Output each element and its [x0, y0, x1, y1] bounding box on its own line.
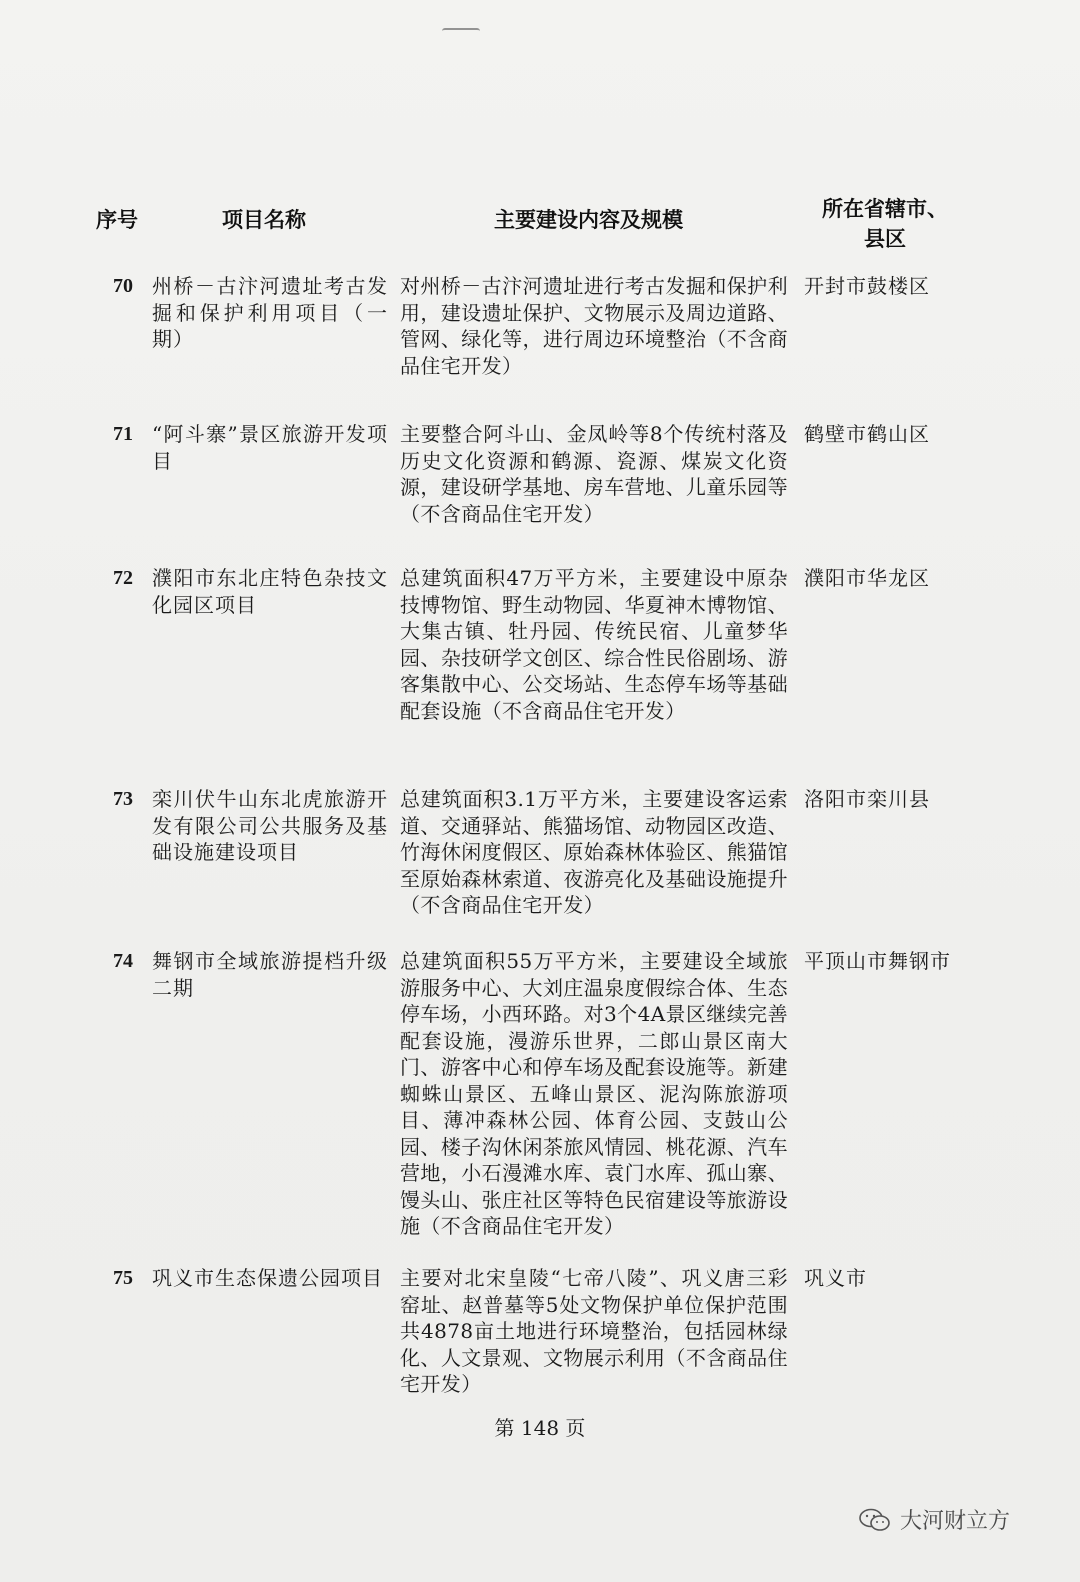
project-location: 平顶山市舞钢市	[804, 949, 951, 973]
project-location: 巩义市	[804, 1266, 867, 1290]
page-number: 第 148 页	[494, 1416, 586, 1440]
header-no: 序号	[96, 207, 138, 232]
header-name: 项目名称	[222, 207, 306, 232]
project-name: 州桥－古汴河遗址考古发掘和保护利用项目（一期）	[152, 274, 388, 351]
project-name: 栾川伏牛山东北虎旅游开发有限公司公共服务及基础设施建设项目	[152, 787, 388, 864]
header-location: 所在省辖市、 县区	[822, 196, 948, 251]
row-number: 70	[113, 275, 133, 297]
project-content: 总建筑面积3.1万平方米，主要建设客运索道、交通驿站、熊猫场馆、动物园区改造、竹海休闲度假区、原始森林体验区、熊猫馆至原始森林索道、夜游亮化及基础设施提升（不含商品住宅开发）	[400, 787, 788, 917]
wechat-icon	[858, 1507, 892, 1533]
project-name: 舞钢市全域旅游提档升级二期	[152, 949, 388, 1000]
header-content: 主要建设内容及规模	[494, 207, 683, 232]
row-number: 73	[113, 788, 133, 810]
project-location: 鹤壁市鹤山区	[804, 422, 930, 446]
project-name: 濮阳市东北庄特色杂技文化园区项目	[152, 566, 388, 617]
row-number: 74	[113, 950, 133, 972]
row-number: 71	[113, 423, 133, 445]
project-name: “阿斗寨”景区旅游开发项目	[152, 422, 388, 473]
project-location: 开封市鼓楼区	[804, 274, 930, 298]
row-number: 72	[113, 567, 133, 589]
project-name: 巩义市生态保遗公园项目	[152, 1266, 383, 1290]
watermark-text: 大河财立方	[900, 1509, 1011, 1534]
project-content: 总建筑面积55万平方米，主要建设全域旅游服务中心、大刘庄温泉度假综合体、生态停车场，小西环路。对3个4A景区继续完善配套设施，漫游乐世界，二郎山景区南大门、游客中心和停车场及配套设施等。新建蜘蛛山景区、五峰山景区、泥沟陈旅游项目、薄冲森林公园、体育公园、支鼓山公园、楼子沟休闲茶旅风情园、桃花源、汽车营地，小石漫滩水库、袁门水库、孤山寨、馒头山、张庄社区等特色民宿建设等旅游设施（不含商品住宅开发）	[400, 949, 788, 1238]
project-content: 总建筑面积47万平方米，主要建设中原杂技博物馆、野生动物园、华夏神木博物馆、大集古镇、牡丹园、传统民宿、儿童梦华园、杂技研学文创区、综合性民俗剧场、游客集散中心、公交场站、生态停车场等基础配套设施（不含商品住宅开发）	[400, 566, 788, 723]
row-number: 75	[113, 1267, 133, 1289]
project-content: 主要整合阿斗山、金凤岭等8个传统村落及历史文化资源和鹤源、瓷源、煤炭文化资源，建设研学基地、房车营地、儿童乐园等（不含商品住宅开发）	[400, 422, 788, 526]
scan-mark	[442, 28, 480, 36]
project-content: 主要对北宋皇陵“七帝八陵”、巩义唐三彩窑址、赵普墓等5处文物保护单位保护范围共4878亩土地进行环境整治，包括园林绿化、人文景观、文物展示利用（不含商品住宅开发）	[400, 1266, 788, 1396]
watermark	[858, 1504, 1010, 1535]
project-content: 对州桥－古汴河遗址进行考古发掘和保护利用，建设遗址保护、文物展示及周边道路、管网、绿化等，进行周边环境整治（不含商品住宅开发）	[400, 274, 788, 378]
project-location: 濮阳市华龙区	[804, 566, 930, 590]
project-location: 洛阳市栾川县	[804, 787, 930, 811]
